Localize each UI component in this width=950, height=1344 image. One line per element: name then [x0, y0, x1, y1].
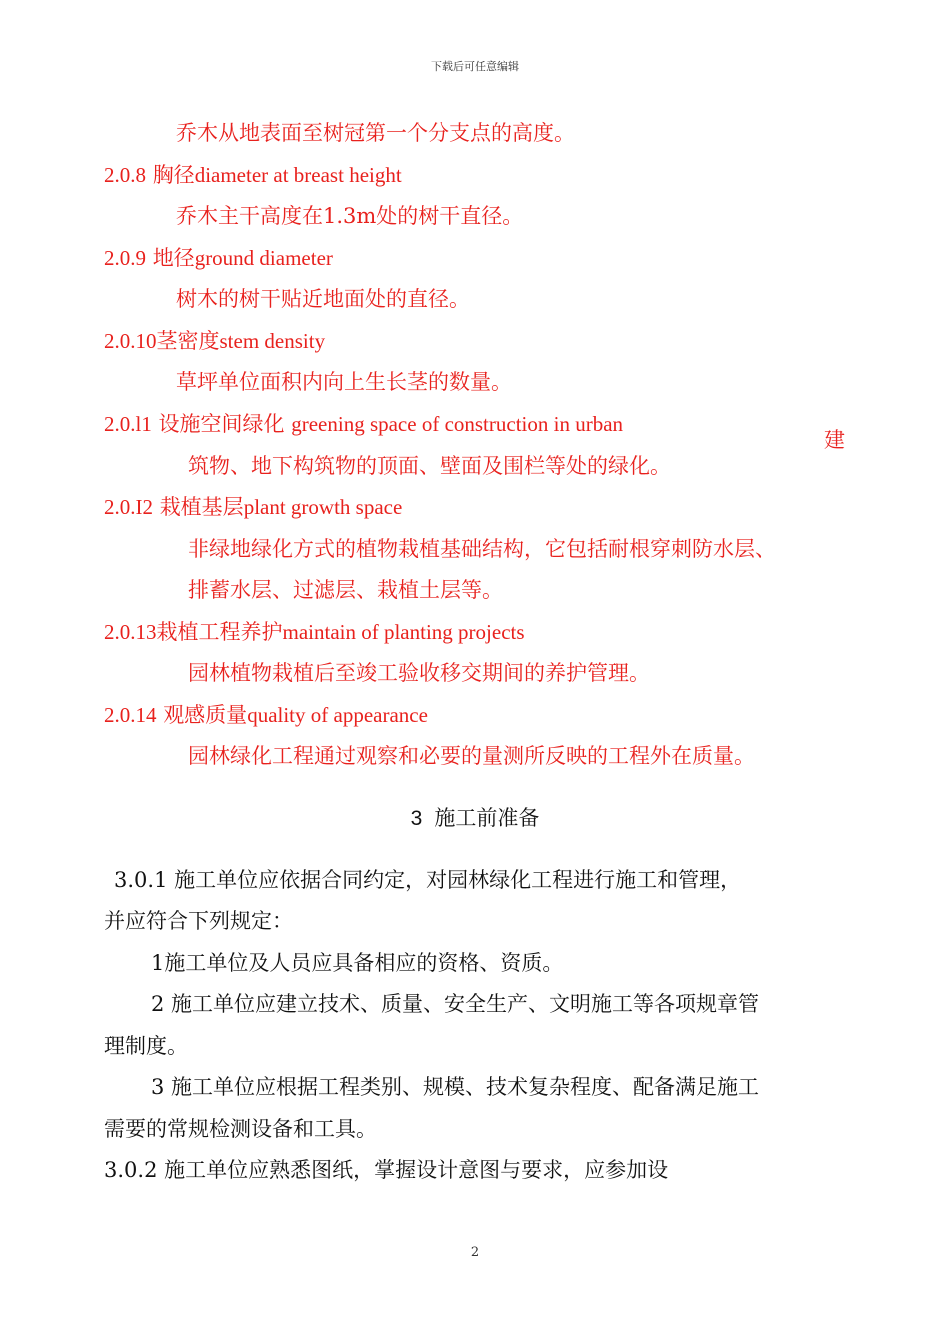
section-number: 3	[410, 807, 423, 830]
term-number: 2.0.9	[104, 246, 146, 270]
paragraph-3-0-1: 3.0.1 施工单位应依据合同约定，对园林绿化工程进行施工和管理，	[114, 868, 742, 892]
term-english: stem density	[219, 329, 326, 353]
term-english: maintain of planting projects	[282, 620, 525, 644]
term-name: 栽植基层	[159, 495, 244, 519]
term-number: 2.0.13	[104, 620, 157, 644]
term-heading	[104, 618, 525, 646]
term-definition: 园林绿化工程通过观察和必要的量测所反映的工程外在质量。	[188, 744, 755, 768]
term-english: diameter at breast height	[194, 163, 402, 187]
page-header: 下载后可任意编辑	[431, 60, 519, 73]
term-name: 设施空间绿化	[158, 412, 285, 436]
term-name: 胸径	[152, 163, 195, 187]
term-definition: 草坪单位面积内向上生长茎的数量。	[176, 370, 512, 394]
term-definition-continued: 排蓄水层、过滤层、栽植土层等。	[188, 578, 503, 602]
section-title	[0, 804, 950, 833]
term-number: 2.0.I2	[104, 495, 153, 519]
term-number: 2.0.14	[104, 703, 157, 727]
term-heading	[104, 161, 402, 189]
list-item-2-continued: 理制度。	[104, 1034, 188, 1058]
term-definition: 树木的树干贴近地面处的直径。	[176, 287, 470, 311]
term-heading	[104, 493, 402, 521]
term-heading	[104, 244, 333, 272]
term-name: 观感质量	[163, 703, 248, 727]
term-number: 2.0.l1	[104, 412, 152, 436]
term-name: 地径	[152, 246, 195, 270]
term-heading	[104, 327, 325, 355]
paragraph-3-0-1-continued: 并应符合下列规定：	[104, 909, 293, 933]
term-heading	[104, 701, 428, 729]
term-name: 栽植工程养护	[156, 620, 283, 644]
list-item-1: 1施工单位及人员应具备相应的资格、资质。	[151, 951, 564, 975]
term-definition: 园林植物栽植后至竣工验收移交期间的养护管理。	[188, 661, 650, 685]
term-name: 茎密度	[156, 329, 220, 353]
list-item-3-continued: 需要的常规检测设备和工具。	[104, 1117, 377, 1141]
term-english: greening space of construction in urban	[291, 412, 624, 436]
section-name: 施工前准备	[434, 807, 540, 830]
term-definition: 乔木从地表面至树冠第一个分支点的高度。	[176, 121, 575, 145]
term-definition: 乔木主干高度在1.3m处的树干直径。	[176, 204, 524, 228]
term-english: quality of appearance	[247, 703, 428, 727]
term-definition: 筑物、地下构筑物的顶面、壁面及围栏等处的绿化。	[188, 454, 671, 478]
term-overflow-char: 建	[824, 428, 845, 452]
list-item-2: 2 施工单位应建立技术、质量、安全生产、文明施工等各项规章管	[151, 992, 760, 1016]
paragraph-3-0-2: 3.0.2 施工单位应熟悉图纸，掌握设计意图与要求，应参加设	[104, 1158, 669, 1182]
term-english: ground diameter	[194, 246, 333, 270]
page-number: 2	[470, 1245, 480, 1260]
term-heading	[104, 410, 623, 438]
list-item-3: 3 施工单位应根据工程类别、规模、技术复杂程度、配备满足施工	[151, 1075, 760, 1099]
term-definition: 非绿地绿化方式的植物栽植基础结构，它包括耐根穿刺防水层、	[188, 537, 776, 561]
term-number: 2.0.10	[104, 329, 157, 353]
term-english: plant growth space	[243, 495, 403, 519]
term-number: 2.0.8	[104, 163, 146, 187]
